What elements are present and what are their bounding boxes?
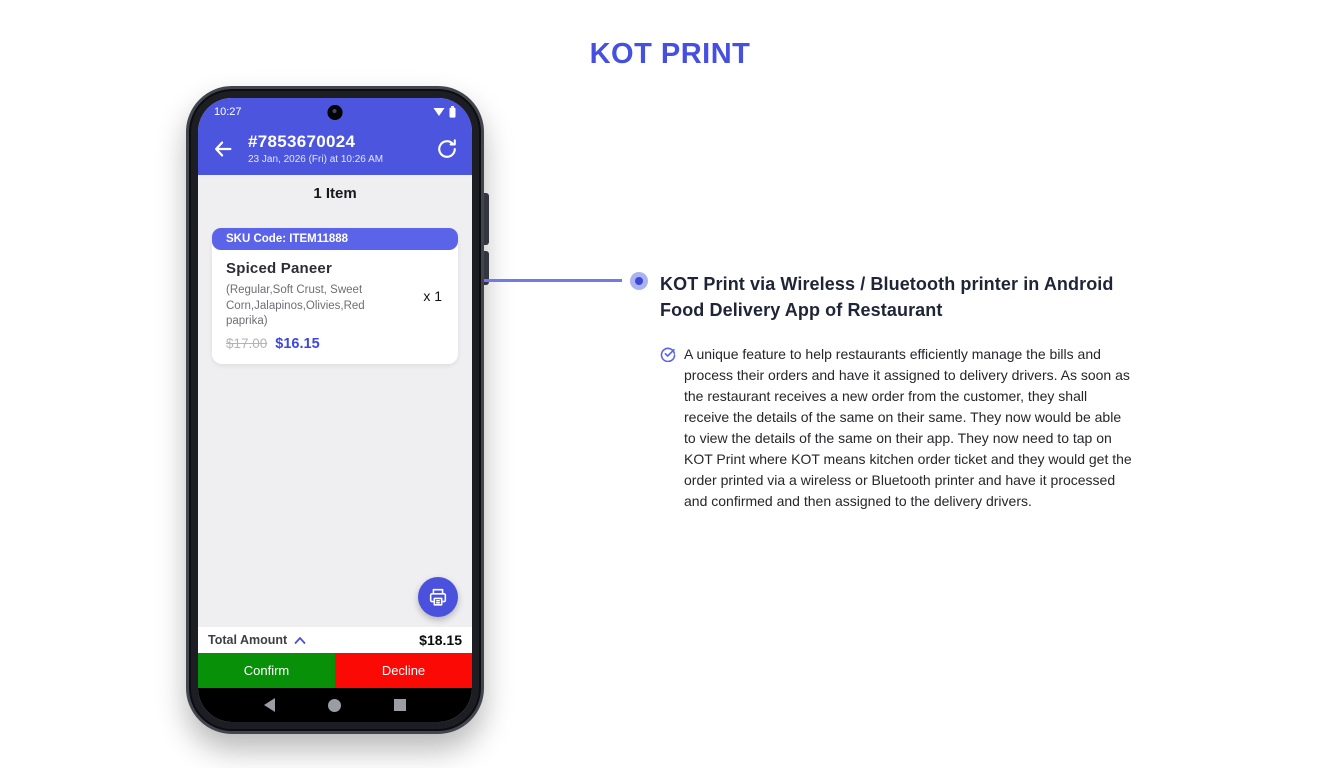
camera-hole — [328, 105, 343, 120]
order-id: #7853670024 — [248, 132, 356, 151]
page-title: KOT PRINT — [589, 38, 751, 70]
app-bar — [198, 126, 472, 175]
status-bar — [198, 98, 472, 126]
item-quantity: x 1 — [423, 288, 442, 304]
total-row — [198, 627, 472, 653]
feature-heading: KOT Print via Wireless / Bluetooth printer in Android Food Delivery App of Restaurant — [660, 274, 1114, 320]
phone-screen — [198, 98, 472, 722]
bullet-dot — [635, 277, 643, 285]
android-nav-bar — [198, 688, 472, 722]
printer-icon — [427, 586, 449, 608]
back-arrow-icon[interactable] — [212, 138, 234, 160]
price-row — [226, 336, 444, 352]
order-content — [198, 175, 472, 627]
check-circle-icon — [660, 346, 676, 362]
original-price: $17.00 — [226, 335, 268, 351]
item-name: Spiced Paneer — [226, 260, 332, 277]
total-label: Total Amount — [208, 633, 288, 647]
wifi-icon — [433, 107, 445, 117]
bullet-icon — [630, 272, 648, 290]
feature-block — [660, 272, 1138, 512]
connector-line — [484, 279, 622, 282]
sku-badge: SKU Code: ITEM11888 — [212, 228, 458, 250]
action-buttons — [198, 653, 472, 688]
item-card-body — [212, 250, 458, 364]
volume-button — [484, 193, 489, 245]
decline-button[interactable]: Decline — [335, 653, 472, 688]
nav-recents-icon[interactable] — [394, 699, 406, 711]
status-icons — [433, 106, 456, 118]
nav-home-icon[interactable] — [328, 699, 341, 712]
items-count: 1 Item — [313, 185, 357, 202]
feature-description: A unique feature to help restaurants efficiently manage the bills and process their orders and have it assigned to delivery drivers. As soon as the restaurant receives a new order from the customer, they shall receive the details of the same on their same. They now would be able to view the details of the same on their app. They now need to tap on KOT Print where KOT means kitchen order ticket and they would get the order printed via a wireless or Bluetooth printer and have it processed and confirmed and then assigned to the delivery drivers. — [684, 346, 1132, 510]
order-header — [248, 132, 436, 165]
chevron-up-icon[interactable] — [294, 636, 306, 645]
status-time: 10:27 — [214, 106, 242, 118]
item-options: (Regular,Soft Crust, Sweet Corn,Jalapinos,Olivies,Red paprika) — [226, 284, 365, 328]
confirm-button[interactable]: Confirm — [198, 653, 335, 688]
kot-print-button[interactable] — [418, 577, 458, 617]
discounted-price: $16.15 — [275, 335, 320, 352]
nav-back-icon[interactable] — [264, 698, 275, 712]
order-date: 23 Jan, 2026 (Fri) at 10:26 AM — [248, 154, 384, 165]
refresh-icon[interactable] — [436, 138, 458, 160]
feature-point — [660, 344, 1138, 512]
phone-mockup — [186, 86, 484, 734]
item-card — [212, 228, 458, 364]
battery-icon — [449, 106, 456, 118]
total-amount: $18.15 — [419, 632, 462, 648]
